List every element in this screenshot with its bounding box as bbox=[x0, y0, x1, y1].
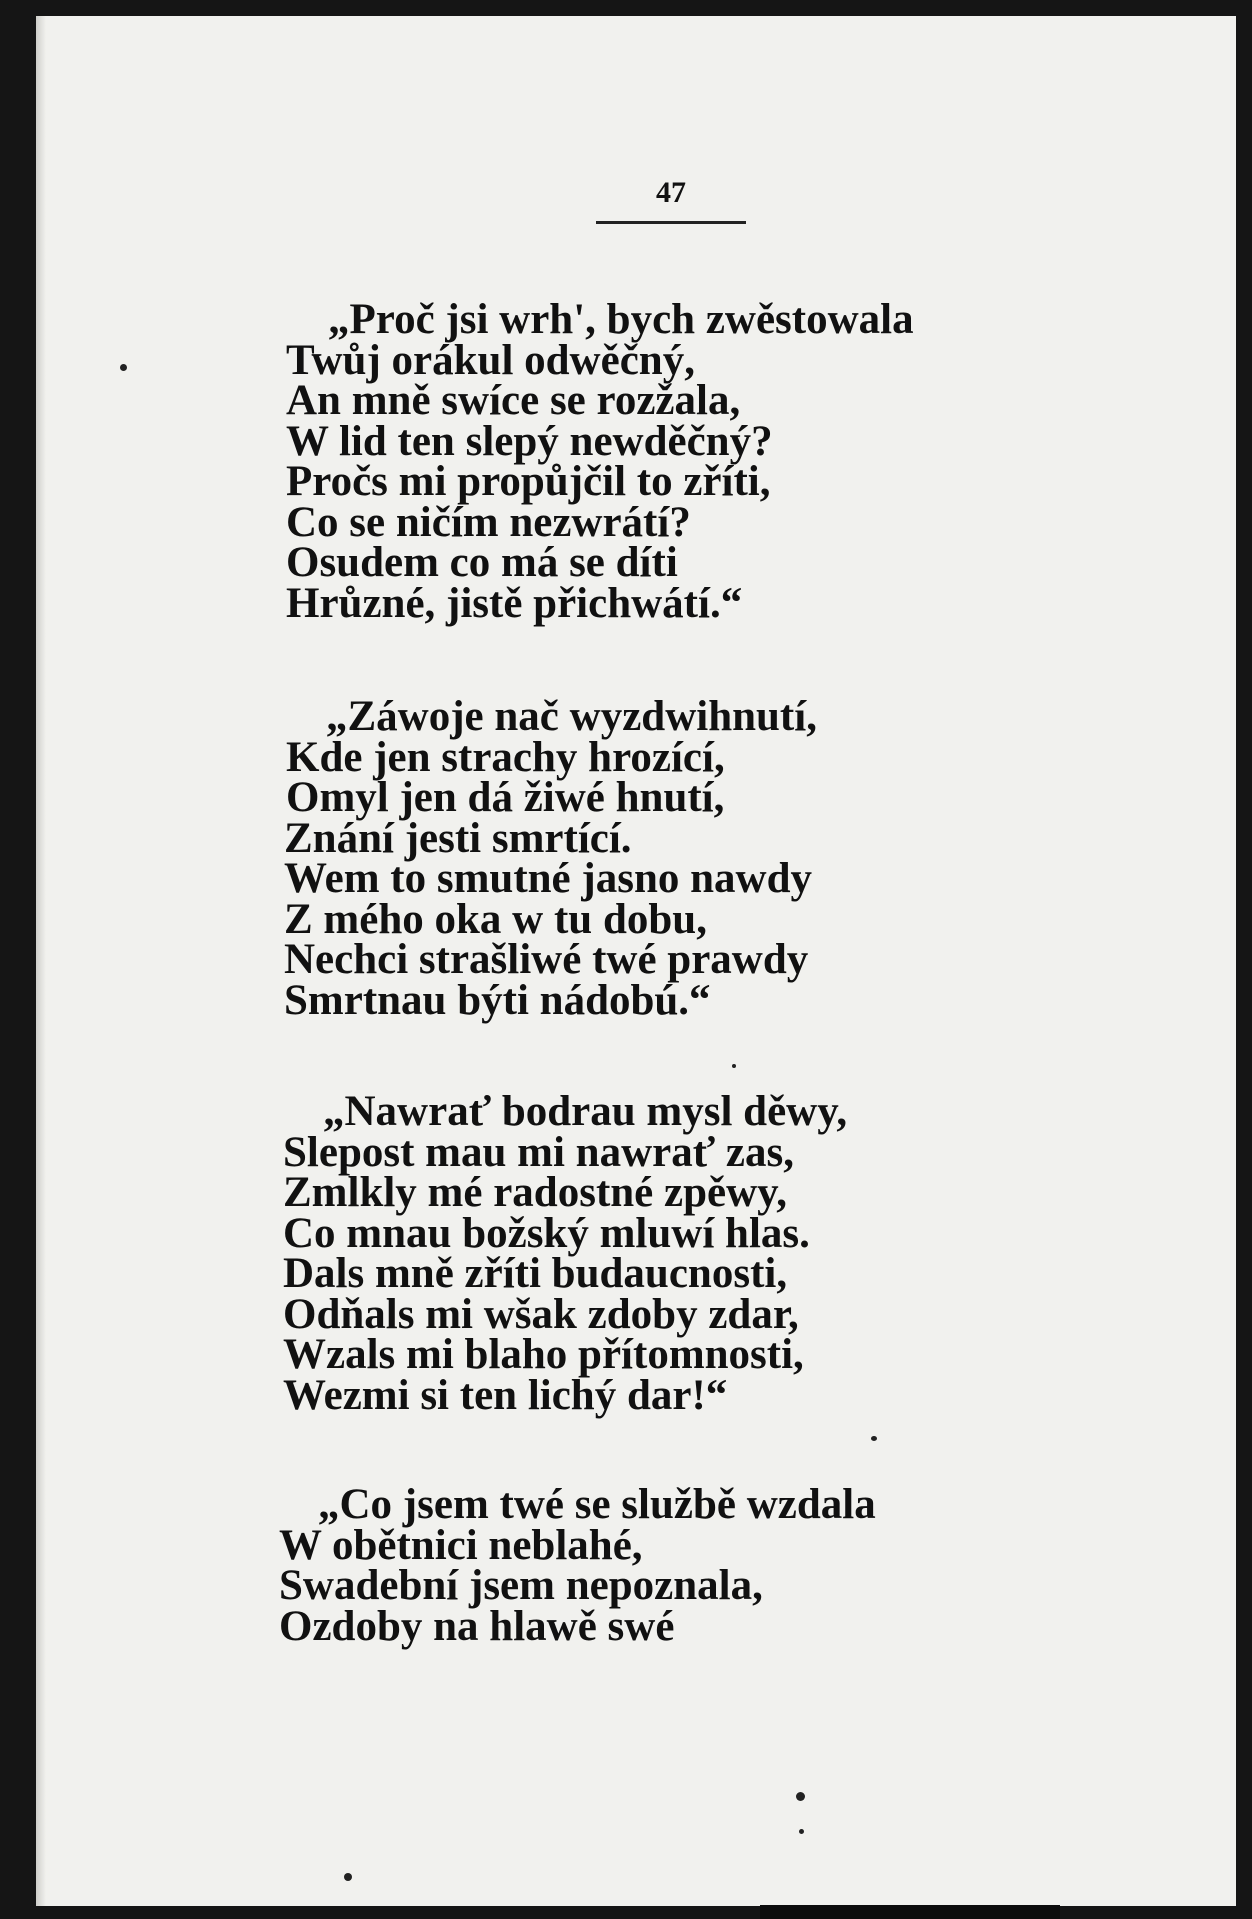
speck bbox=[799, 1829, 804, 1834]
verse-line: Wem to smutné jasno nawdy bbox=[284, 855, 812, 902]
page-edge-shadow bbox=[36, 16, 46, 1906]
verse-line: Slepost mau mi nawrať zas, bbox=[283, 1128, 794, 1176]
verse-line: Osudem co má se díti bbox=[286, 539, 678, 586]
speck bbox=[344, 1873, 352, 1881]
verse-line: Kde jen strachy hrozící, bbox=[286, 733, 725, 781]
verse-line: „Proč jsi wrh', bych zwěstowala bbox=[328, 296, 914, 343]
verse-line: Wzals mi blaho přítomnosti, bbox=[283, 1331, 804, 1378]
speck bbox=[796, 1792, 805, 1801]
verse-line: Dals mně zříti budaucnosti, bbox=[283, 1250, 788, 1297]
verse-line: Zmlkly mé radostné zpěwy, bbox=[283, 1169, 788, 1216]
verse-line: Znání jesti smrtící. bbox=[284, 814, 632, 862]
scan-edge bbox=[760, 1905, 1060, 1919]
verse-line: Z mého oka w tu dobu, bbox=[284, 895, 707, 943]
verse-line: W obětnici neblahé, bbox=[279, 1521, 643, 1569]
verse-line: Hrůzné, jistě přichwátí.“ bbox=[286, 579, 743, 627]
verse-line: Co mnau božský mluwí hlas. bbox=[283, 1209, 810, 1257]
verse-line: Nechci strašliwé twé prawdy bbox=[284, 936, 809, 983]
verse-line: Wezmi si ten lichý dar!“ bbox=[283, 1371, 728, 1419]
verse-line: Odňals mi wšak zdoby zdar, bbox=[283, 1290, 799, 1338]
verse-line: Smrtnau býti nádobú.“ bbox=[284, 976, 711, 1024]
verse-line: „Záwoje nač wyzdwihnutí, bbox=[326, 693, 817, 740]
header-rule bbox=[596, 221, 746, 224]
verse-line: Pročs mi propůjčil to zříti, bbox=[286, 458, 771, 505]
verse-line: „Nawrať bodrau mysl děwy, bbox=[323, 1088, 848, 1135]
speck bbox=[120, 364, 127, 371]
verse-line: Co se ničím nezwrátí? bbox=[286, 498, 691, 546]
speck bbox=[732, 1064, 736, 1068]
verse-line: Swadební jsem nepoznala, bbox=[279, 1562, 763, 1609]
speck bbox=[871, 1436, 877, 1441]
page-number: 47 bbox=[656, 176, 686, 209]
verse-line: Ozdoby na hlawě swé bbox=[279, 1602, 675, 1650]
verse-line: Omyl jen dá žiwé hnutí, bbox=[286, 774, 725, 821]
verse-line: „Co jsem twé se službě wzdala bbox=[318, 1481, 876, 1528]
verse-line: Twůj orákul odwěčný, bbox=[286, 336, 695, 384]
book-page bbox=[36, 16, 1236, 1906]
verse-line: W lid ten slepý newděčný? bbox=[286, 417, 773, 465]
verse-line: An mně swíce se rozžala, bbox=[286, 377, 741, 424]
